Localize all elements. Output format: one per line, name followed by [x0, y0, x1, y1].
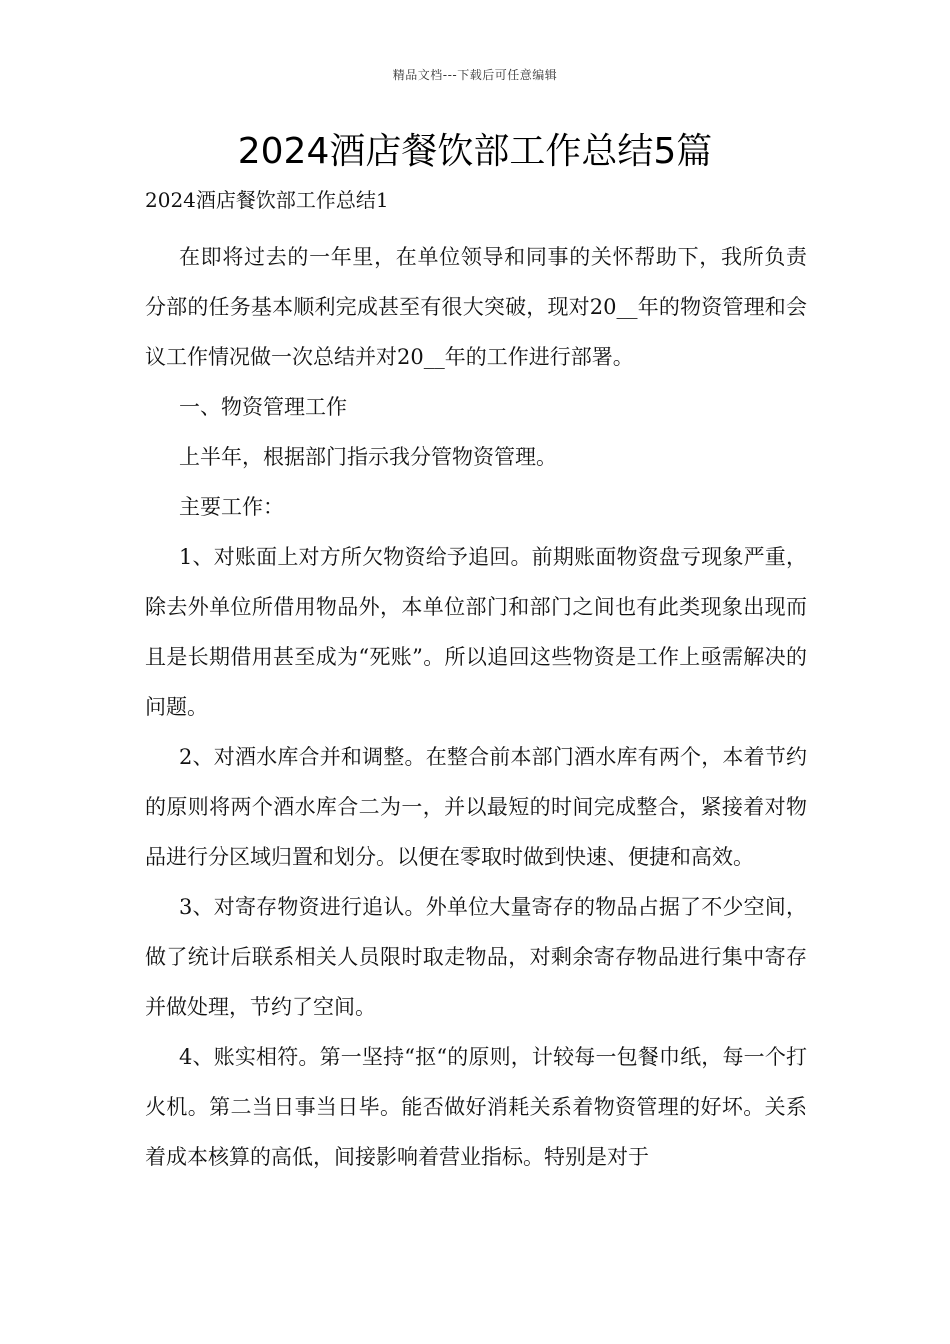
document-title: 2024酒店餐饮部工作总结5篇 — [237, 131, 713, 172]
paragraph-item-4: 4、账实相符。第一坚持“抠“的原则，计较每一包餐巾纸，每一个打火机。第二当日事当日毕。能否做好消耗关系着物资管理的好坏。关系着成本核算的高低，间接影响着营业指标。特别是对于 — [145, 1045, 807, 1169]
paragraph-item-3: 3、对寄存物资进行追认。外单位大量寄存的物品占据了不少空间，做了统计后联系相关人员限时取走物品，对剩余寄存物品进行集中寄存并做处理，节约了空间。 — [145, 895, 807, 1019]
paragraph-item-1: 1、对账面上对方所欠物资给予追回。前期账面物资盘亏现象严重，除去外单位所借用物品外，本单位部门和部门之间也有此类现象出现而且是长期借用甚至成为“死账”。所以追回这些物资是工作上亟需解决的问题。 — [145, 545, 807, 719]
document-body — [145, 182, 807, 1182]
heading-materials-management: 一、物资管理工作 — [179, 395, 347, 419]
paragraph-intro: 在即将过去的一年里，在单位领导和同事的关怀帮助下，我所负责分部的任务基本顺利完成甚至有很大突破，现对20__年的物资管理和会议工作情况做一次总结并对20__年的工作进行部署。 — [145, 245, 807, 369]
heading-main-work: 主要工作： — [179, 495, 284, 519]
section-subtitle: 2024酒店餐饮部工作总结1 — [145, 188, 389, 212]
page-header-note: 精品文档---下载后可任意编辑 — [392, 68, 558, 82]
paragraph-item-2: 2、对酒水库合并和调整。在整合前本部门酒水库有两个，本着节约的原则将两个酒水库合二为一，并以最短的时间完成整合，紧接着对物品进行分区域归置和划分。以便在零取时做到快速、便捷和高效。 — [145, 745, 807, 869]
paragraph-first-half: 上半年，根据部门指示我分管物资管理。 — [179, 445, 557, 469]
